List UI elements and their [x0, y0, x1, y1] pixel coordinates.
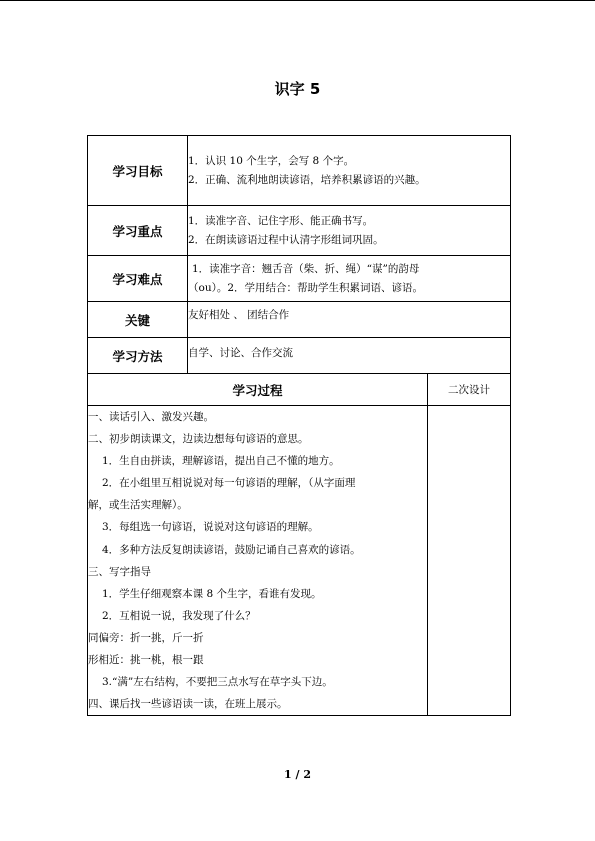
content-line: 1．读准字音、记住字形、能正确书写。: [188, 214, 374, 227]
process-line: 4．多种方法反复朗读谚语，鼓励记诵自己喜欢的谚语。: [102, 543, 361, 556]
page-number: 1 / 2: [284, 768, 311, 781]
row-label: 学习重点: [88, 206, 188, 256]
row-difficulties: [88, 256, 511, 302]
process-line: 同偏旁：折一挑，斤一折: [88, 631, 204, 644]
content-line: 1．认识 10 个生字，会写 8 个字。: [188, 154, 355, 167]
process-line: 形相近：挑一桃，根一跟: [88, 654, 204, 667]
lesson-plan-table: [87, 135, 511, 716]
process-line: 3．每组选一句谚语，说说对这句谚语的理解。: [102, 521, 319, 534]
content-line: 2．正确、流利地朗读谚语，培养积累谚语的兴趣。: [188, 173, 426, 186]
process-line: 1．学生仔细观察本课 8 个生字，看谁有发现。: [102, 587, 322, 600]
content-line: 1．读准字音：翘舌音（柴、折、绳）“谋”的韵母: [192, 262, 420, 275]
process-body-row: [88, 406, 511, 716]
process-header-row: [88, 374, 511, 406]
row-objectives: [88, 136, 511, 206]
process-line: 2．在小组里互相说说对每一句谚语的理解，（从字面理: [102, 477, 356, 490]
row-key-points: [88, 206, 511, 256]
row-content: [188, 338, 511, 374]
top-rule: [0, 0, 595, 1]
process-line: 解，或生活实理解）。: [88, 499, 188, 512]
row-label: 关键: [88, 302, 188, 338]
process-content: [88, 406, 428, 716]
process-line: 一、读话引入、激发兴趣。: [88, 411, 214, 423]
content-line: 友好相处 、 团结合作: [188, 309, 290, 321]
content-line: 自学、讨论、合作交流: [188, 347, 293, 359]
row-label: 学习目标: [88, 136, 188, 206]
row-label: 学习方法: [88, 338, 188, 374]
process-line: 3.“满”左右结构，不要把三点水写在草字头下边。: [102, 676, 333, 689]
second-design-cell: [428, 406, 511, 716]
row-content: [188, 256, 511, 302]
row-content: [188, 206, 511, 256]
second-design-label: 二次设计: [428, 374, 511, 406]
page-title: 识字 5: [274, 80, 321, 98]
process-line: 二、初步朗读课文，边读边想每句谚语的意思。: [88, 433, 309, 446]
process-line: 三、写字指导: [88, 565, 151, 578]
content-line: 2．在朗读谚语过程中认清字形组词巩固。: [188, 233, 384, 246]
row-label: 学习难点: [88, 256, 188, 302]
row-method: [88, 338, 511, 374]
content-line: （ou）。2．学用结合：帮助学生积累词语、谚语。: [188, 281, 424, 294]
row-key: [88, 302, 511, 338]
row-content: [188, 302, 511, 338]
row-content: [188, 136, 511, 206]
process-line: 四、课后找一些谚语读一读，在班上展示。: [88, 698, 288, 711]
process-title: 学习过程: [88, 374, 428, 406]
process-line: 1．生自由拼读，理解谚语，提出自己不懂的地方。: [102, 455, 340, 468]
process-line: 2．互相说一说，我发现了什么？: [102, 609, 256, 622]
